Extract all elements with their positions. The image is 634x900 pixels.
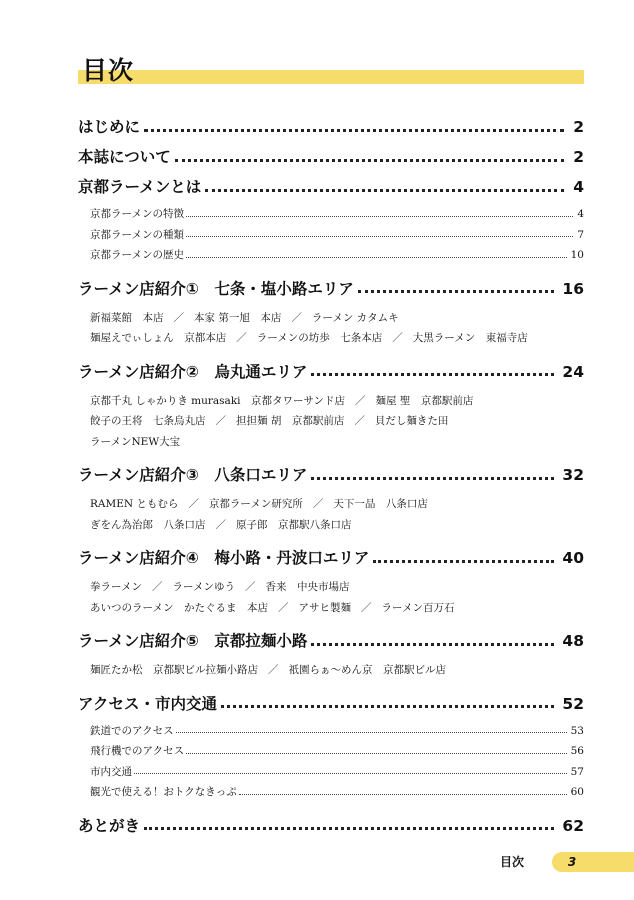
- shop-name: 麺屋 聖 京都駅前店: [375, 394, 474, 407]
- toc-subentry-label: 観光で使える！おトクなきっぷ: [90, 786, 237, 798]
- toc-entry-page: 32: [562, 466, 584, 484]
- toc-subentry[interactable]: [78, 741, 584, 762]
- toc-subentry[interactable]: [78, 762, 584, 783]
- toc-entry-page: 40: [562, 549, 584, 567]
- spacer: [78, 266, 584, 274]
- toc-subentry[interactable]: [78, 204, 584, 225]
- shop-list: [78, 660, 584, 681]
- toc-entry-label: 本誌について: [78, 148, 171, 166]
- shop-line: [90, 391, 584, 412]
- toc-entry-label: 京都ラーメンとは: [78, 178, 202, 196]
- toc-entry-page: 16: [562, 279, 584, 298]
- toc-entry-label: ラーメン店紹介⑤ 京都拉麺小路: [78, 632, 308, 650]
- toc-subentry-page: 57: [570, 765, 584, 778]
- shop-line: [90, 328, 584, 349]
- shop-line: [90, 577, 584, 598]
- toc-entry[interactable]: [78, 357, 584, 387]
- shop-name: ラーメン百万石: [381, 601, 455, 614]
- toc-subentry-label: 京都ラーメンの特徴: [90, 208, 184, 220]
- shop-name: 祇園らぁ～めん京 京都駅ビル店: [288, 664, 446, 676]
- separator-slash: ／: [291, 311, 302, 324]
- toc-subentry[interactable]: [78, 225, 584, 246]
- dot-leader: [358, 290, 555, 293]
- toc-subentry-label: 鉄道でのアクセス: [90, 724, 174, 737]
- shop-name: 貝だし麺きた田: [374, 415, 449, 427]
- shop-line: [90, 598, 584, 619]
- shop-name: ラーメンの坊歩 七条本店: [256, 332, 383, 344]
- toc-entry-page: 24: [562, 362, 584, 381]
- separator-slash: ／: [392, 332, 403, 344]
- shop-name: 京都ラーメン研究所: [208, 498, 303, 510]
- dot-leader: [205, 189, 564, 192]
- dot-leader: [144, 129, 564, 132]
- shop-line: [90, 308, 584, 329]
- shop-name: 原子郎 京都駅八条口店: [236, 518, 352, 531]
- shop-line: [90, 494, 584, 515]
- separator-slash: ／: [215, 518, 226, 531]
- separator-slash: ／: [312, 498, 324, 510]
- shop-line: [90, 432, 584, 453]
- toc-entry[interactable]: [78, 460, 584, 490]
- shop-name: 新福菜館 本店: [90, 311, 164, 324]
- toc-subentry-page: 7: [577, 228, 584, 241]
- separator-slash: ／: [354, 415, 365, 427]
- shop-name: 天下一品 八条口店: [333, 498, 428, 510]
- shop-name: 担担麺 胡 京都駅前店: [236, 415, 345, 427]
- dot-leader: [176, 732, 567, 733]
- spacer: [78, 452, 584, 460]
- title-header: [78, 56, 584, 88]
- toc-entry-page: 62: [562, 816, 584, 835]
- shop-name: 麺屋えでぃしょん 京都本店: [90, 332, 227, 344]
- toc-entry[interactable]: [78, 811, 584, 841]
- shop-line: [90, 515, 584, 536]
- dot-leader: [239, 794, 567, 795]
- shop-name: 拳ラーメン: [90, 581, 142, 593]
- shop-name: 京都千丸 しゃかりき murasaki 京都タワーサンド店: [90, 394, 346, 407]
- page-footer: [494, 852, 634, 872]
- spacer: [78, 803, 584, 811]
- dot-leader: [221, 705, 554, 708]
- shop-line: [90, 660, 584, 681]
- shop-name: 麺匠たか松 京都駅ビル拉麺小路店: [90, 664, 258, 676]
- dot-leader: [311, 643, 554, 646]
- toc-subentry-page: 60: [570, 786, 584, 798]
- separator-slash: ／: [277, 601, 289, 614]
- table-of-contents: [78, 112, 584, 841]
- toc-entry-label: ラーメン店紹介② 烏丸通エリア: [78, 362, 308, 381]
- title-highlight-bar: [78, 70, 584, 84]
- separator-slash: ／: [188, 498, 199, 510]
- toc-entry[interactable]: [78, 142, 584, 172]
- shop-line: [90, 411, 584, 432]
- separator-slash: ／: [360, 601, 372, 614]
- toc-entry-page: 4: [573, 178, 584, 196]
- shop-name: あいつのラーメン かたぐるま 本店: [90, 601, 268, 614]
- spacer: [78, 349, 584, 357]
- toc-entry[interactable]: [78, 112, 584, 142]
- shop-name: RAMEN ともむら: [90, 498, 179, 510]
- toc-entry-page: 2: [573, 118, 584, 136]
- toc-entry-page: 48: [562, 632, 584, 650]
- separator-slash: ／: [173, 311, 184, 324]
- shop-name: アサヒ製麺: [298, 601, 351, 614]
- separator-slash: ／: [268, 664, 279, 676]
- toc-entry-page: 52: [562, 694, 584, 713]
- shop-list: [78, 308, 584, 349]
- toc-entry-page: 2: [573, 148, 584, 166]
- separator-slash: ／: [151, 581, 163, 593]
- toc-entry[interactable]: [78, 274, 584, 304]
- toc-entry-label: ラーメン店紹介① 七条・塩小路エリア: [78, 279, 354, 298]
- toc-entry-label: はじめに: [78, 118, 141, 136]
- dot-leader: [373, 560, 554, 563]
- dot-leader: [186, 236, 573, 237]
- toc-subentry-page: 10: [570, 249, 584, 261]
- toc-subentry-page: 56: [570, 745, 584, 757]
- separator-slash: ／: [244, 581, 256, 593]
- toc-entry-label: あとがき: [78, 816, 141, 835]
- shop-name: 餃子の王将 七条烏丸店: [90, 415, 206, 427]
- separator-slash: ／: [215, 415, 226, 427]
- shop-name: ラーメン カタムキ: [311, 311, 399, 324]
- shop-name: ラーメンゆう: [172, 581, 235, 593]
- spacer: [78, 681, 584, 689]
- spacer: [78, 618, 584, 626]
- shop-name: ラーメンNEW大宝: [90, 435, 181, 448]
- spacer: [78, 535, 584, 543]
- toc-entry[interactable]: [78, 172, 584, 202]
- dot-leader: [311, 373, 554, 376]
- toc-entry-label: ラーメン店紹介④ 梅小路・丹波口エリア: [78, 549, 370, 567]
- dot-leader: [144, 827, 554, 830]
- shop-name: 大黒ラーメン 東福寺店: [412, 332, 528, 344]
- page-number-tab: [552, 852, 634, 872]
- toc-entry-label: アクセス・市内交通: [78, 694, 218, 713]
- dot-leader: [175, 159, 564, 162]
- shop-list: [78, 391, 584, 453]
- dot-leader: [186, 753, 566, 754]
- dot-leader: [186, 216, 573, 217]
- toc-entry[interactable]: [78, 689, 584, 719]
- toc-entry[interactable]: [78, 626, 584, 656]
- toc-entry[interactable]: [78, 543, 584, 573]
- dot-leader: [311, 477, 554, 480]
- toc-subentry[interactable]: [78, 721, 584, 742]
- dot-leader: [186, 257, 567, 258]
- shop-name: ぎをん為治郎 八条口店: [90, 518, 206, 531]
- page-title: 目次: [82, 56, 135, 85]
- toc-subentry-label: 京都ラーメンの歴史: [90, 249, 184, 261]
- shop-name: 香来 中央市場店: [265, 581, 350, 593]
- toc-entry-label: ラーメン店紹介③ 八条口エリア: [78, 466, 308, 484]
- shop-list: [78, 494, 584, 535]
- separator-slash: ／: [355, 394, 366, 407]
- toc-subentry-label: 市内交通: [90, 765, 132, 778]
- toc-subentry-page: 4: [577, 208, 584, 220]
- shop-list: [78, 577, 584, 618]
- separator-slash: ／: [236, 332, 247, 344]
- toc-subentry-label: 京都ラーメンの種類: [90, 228, 184, 241]
- footer-label: 目次: [500, 855, 525, 869]
- shop-name: 本家 第一旭 本店: [194, 311, 282, 324]
- toc-subentry[interactable]: [78, 245, 584, 266]
- toc-subentry-page: 53: [570, 724, 584, 737]
- dot-leader: [134, 773, 567, 774]
- toc-subentry[interactable]: [78, 782, 584, 803]
- page-number: 3: [567, 855, 577, 869]
- toc-subentry-label: 飛行機でのアクセス: [90, 745, 185, 757]
